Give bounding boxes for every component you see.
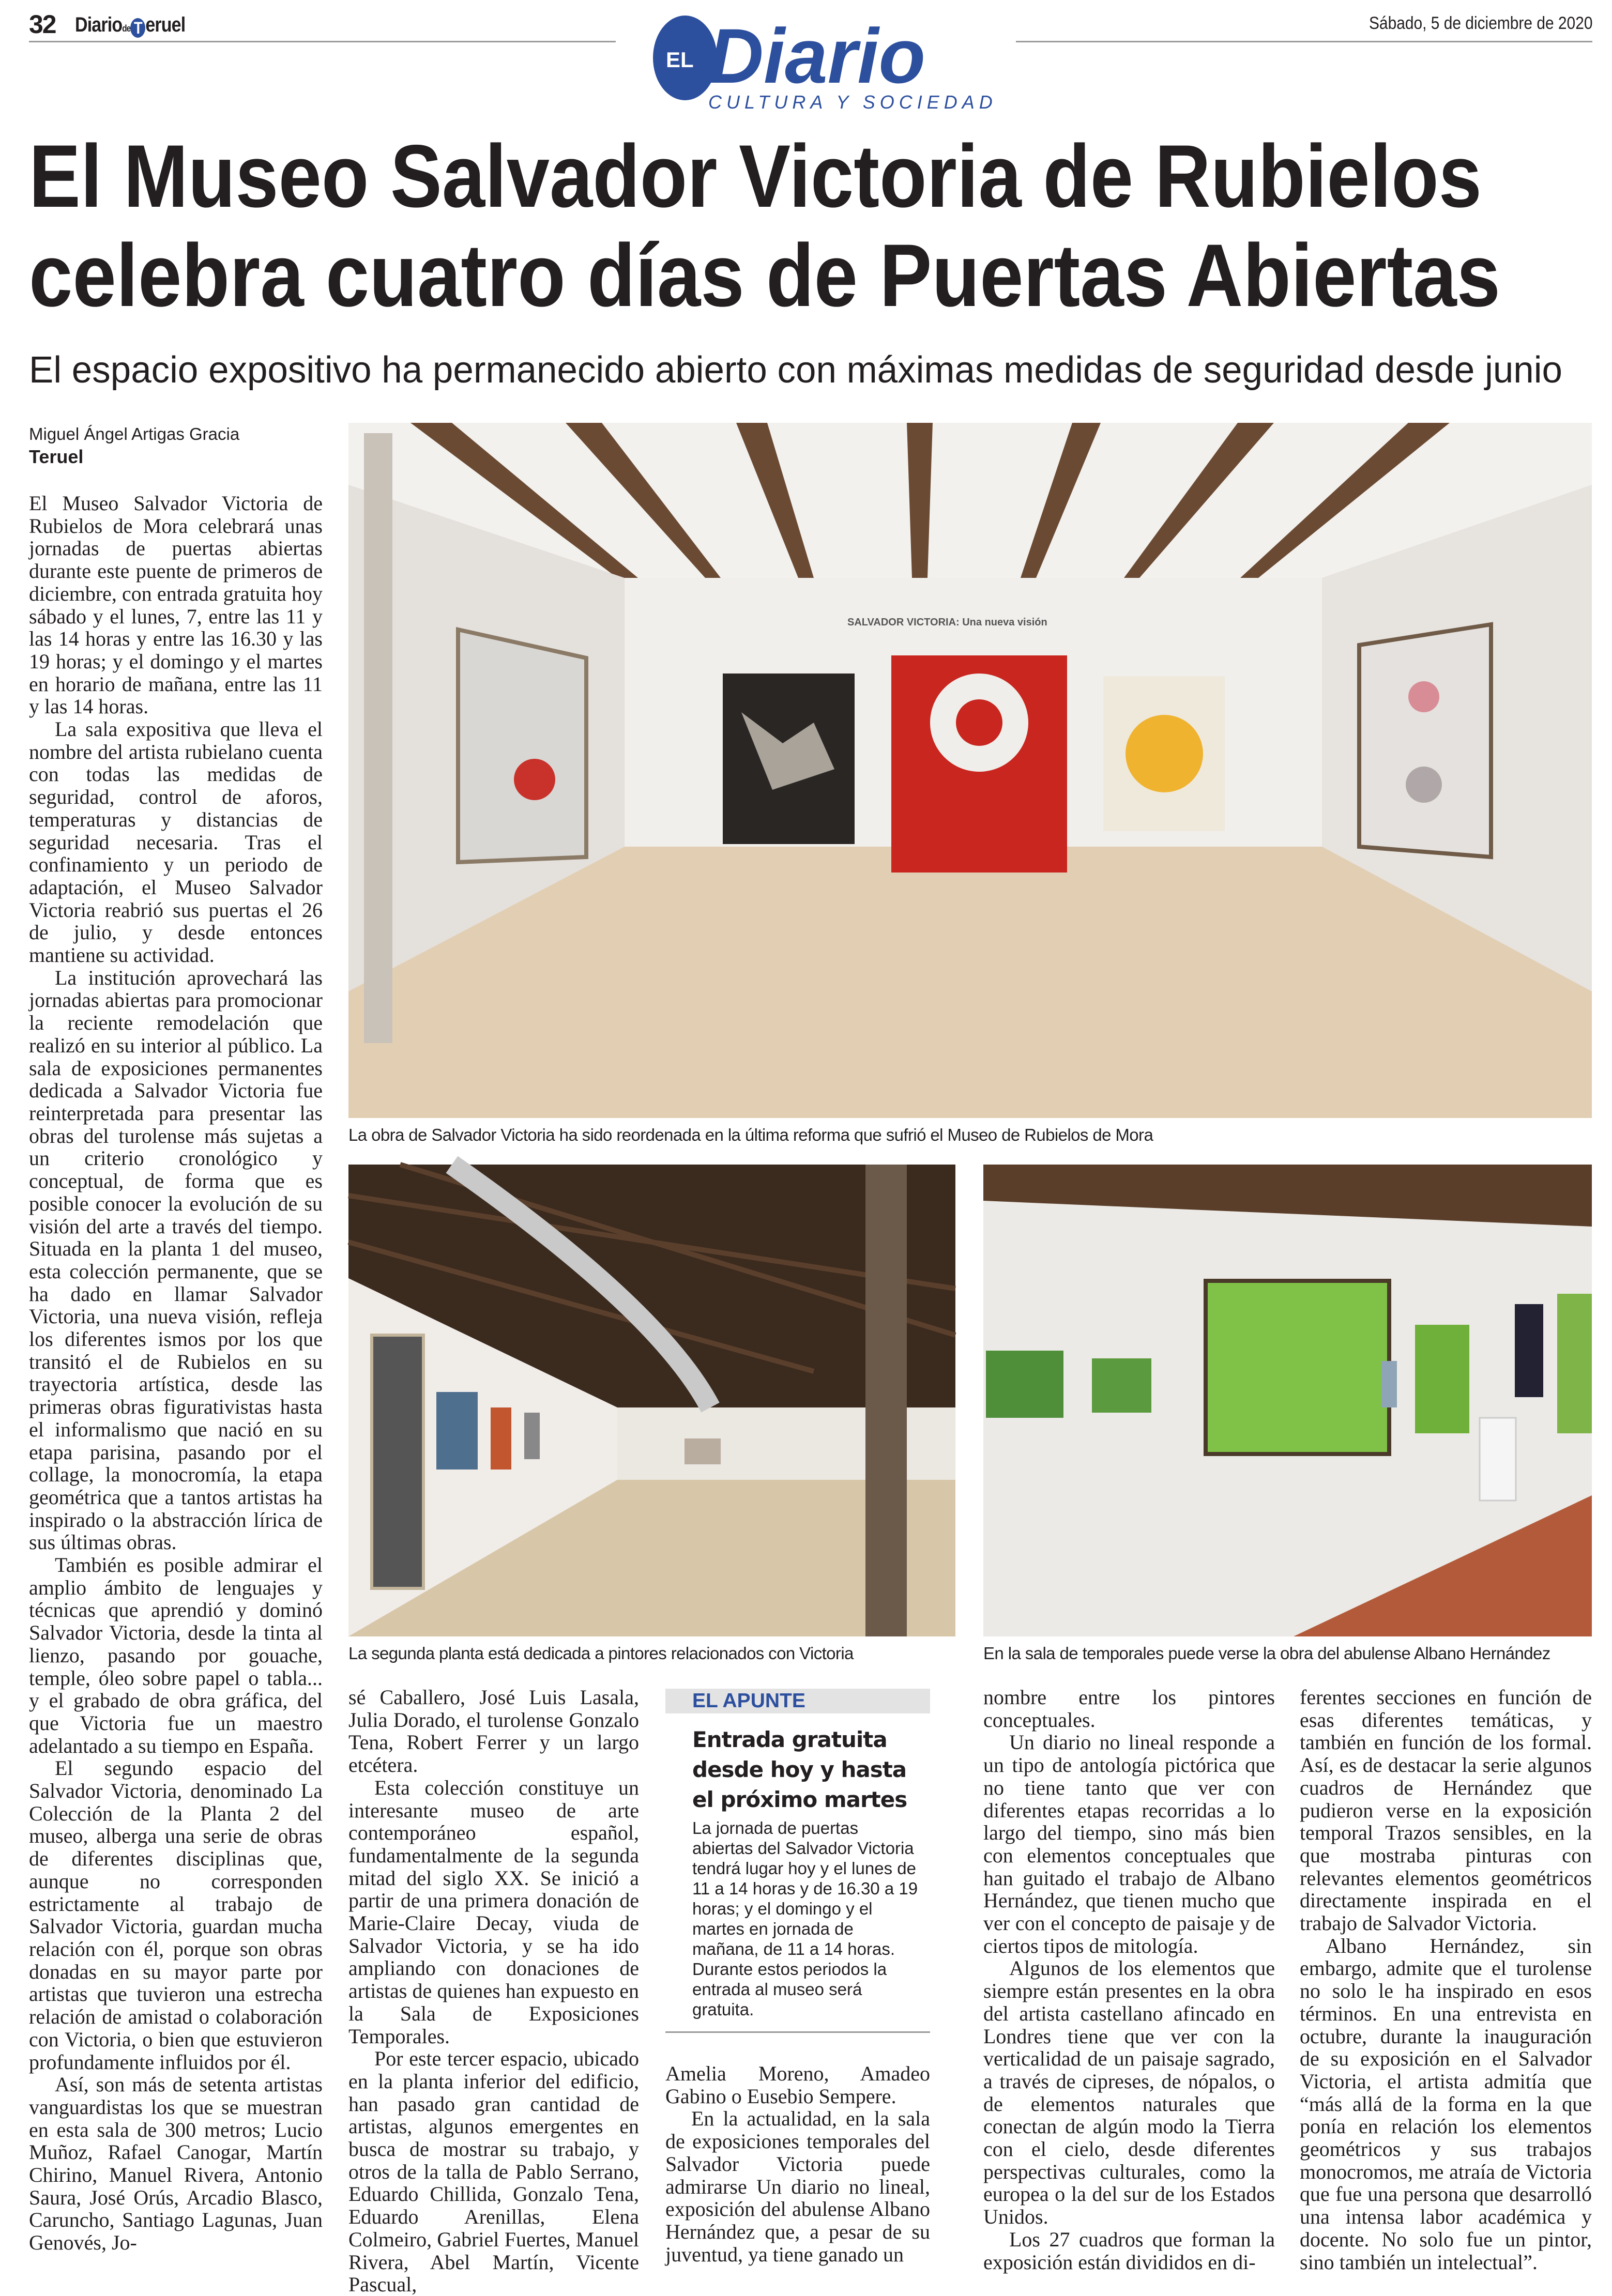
photo-third-caption: En la sala de temporales puede verse la obra del abulense Albano Hernández — [983, 1644, 1550, 1663]
photo-main-gallery — [348, 423, 1592, 1118]
headline — [26, 124, 1598, 331]
sidebar-box-heading: Entrada gratuita desde hoy y hasta el próximo martes — [692, 1727, 907, 1812]
sidebar-box — [665, 1689, 930, 2033]
subtitle — [26, 341, 1598, 398]
paragraph: En la actualidad, en la sala de exposiciones temporales del Salvador Victoria puede admirarse Un diario no lineal, exposición del abulense Albano Hernández que, a pesar de su juventud, ya tiene ganado un — [665, 2107, 930, 2266]
paragraph: El segundo espacio del Salvador Victoria, denominado La Colección de la Planta 2 del museo, alberga una serie de obras de diferentes disciplinas que, aunque no corresponden estrictamente al trabajo de Salvador Victoria, guardan mucha relación con él, porque son obras donadas en su mayor parte por artistas que tuvieron una estrecha relación de amistad o colaboración con Victoria, o bien que estuvieron profundamente influidos por él. — [29, 1756, 323, 2074]
header-rule-right — [1016, 41, 1592, 42]
author: Miguel Ángel Artigas Gracia — [29, 424, 240, 443]
photo-main-caption: La obra de Salvador Victoria ha sido reordenada en la última reforma que sufrió el Museo de Rubielos de Mora — [348, 1125, 1153, 1144]
svg-text:Diario: Diario — [708, 12, 925, 99]
article-column-2 — [348, 1686, 639, 2296]
svg-text:CULTURA Y SOCIEDAD: CULTURA Y SOCIEDAD — [708, 91, 997, 113]
article-column-5 — [1300, 1686, 1592, 2275]
paragraph: Por este tercer espacio, ubicado en la planta inferior del edificio, han pasado gran cantidad de artistas, algunos emergentes en busca de mostrar su trabajo, y otros de la talla de Pablo Serrano, Eduardo Chillida, Gonzalo Tena, Eduardo Arenillas, Elena Colmeiro, Gabriel Fuertes, Manuel Rivera, Abel Martín, Vicente Pascual, — [348, 2047, 639, 2296]
paragraph: Así, son más de setenta artistas vanguardistas los que se muestran en esta sala de 300 metros; Lucio Muñoz, Rafael Canogar, Martín Chirino, Manuel Rivera, Antonio Saura, José Orús, Arcadio Blasco, Caruncho, Santiago Lagunas, Juan Genovés, Jo- — [29, 2073, 323, 2255]
paragraph: sé Caballero, José Luis Lasala, Julia Dorado, el turolense Gonzalo Tena, Robert Ferrer y un largo etcétera. — [348, 1686, 639, 1777]
svg-text:El Museo Salvador Victoria de: El Museo Salvador Victoria de Rubielos — [29, 127, 1482, 226]
paragraph: El Museo Salvador Victoria de Rubielos de Mora celebrará unas jornadas de puertas abiertas durante este puente de primeros de diciembre, con entrada gratuita hoy sábado y el lunes, 7, entre las 11 y las 14 horas y entre las 16.30 y las 19 horas; y el domingo y el martes en horario de mañana, entre las 11 y las 14 horas. — [29, 492, 323, 718]
photo-second-floor — [348, 1165, 955, 1636]
photo-second-caption: La segunda planta está dedicada a pintores relacionados con Victoria — [348, 1644, 854, 1663]
svg-text:celebra cuatro días de Puertas: celebra cuatro días de Puertas Abiertas — [29, 226, 1500, 325]
header-rule-left — [29, 41, 616, 42]
sidebar-box-text: La jornada de puertas abiertas del Salvador Victoria tendrá lugar hoy y el lunes de 11 a 14 horas y de 16.30 a 19 horas; y el domingo y el martes en jornada de mañana, de 11 a 14 horas. Durante estos periodos la entrada al museo será gratuita. — [692, 1818, 918, 2019]
paragraph: Amelia Moreno, Amadeo Gabino o Eusebio Sempere. — [665, 2062, 930, 2108]
paragraph: La institución aprovechará las jornadas abiertas para promocionar la reciente remodelación que realizó en su interior al público. La sala de exposiciones permanentes dedicada a Salvador Victoria fue reinterpretada para presentar las obras del turolense más sujetas a un criterio cronológico y conceptual, de forma que es posible conocer la evolución de su visión del arte a través del tiempo. Situada en la planta 1 del museo, esta colección permanente, que se ha dado en llamar Salvador Victoria, una nueva visión, refleja los diferentes ismos por los que transitó el de Rubielos en su trayectoria artística, desde las primeras obras figurativistas hasta el informalismo que nació en su etapa parisina, pasando por el collage, la monocromía, la etapa geométrica que a tantos artistas ha inspirado o la abstracción lírica de sus últimas obras. — [29, 966, 323, 1554]
svg-text:EL: EL — [666, 48, 694, 72]
paragraph: Los 27 cuadros que forman la exposición están divididos en di- — [983, 2227, 1275, 2274]
article-column-4 — [983, 1686, 1275, 2275]
article-column-1 — [29, 492, 323, 2275]
photo-temporary-hall — [983, 1165, 1592, 1636]
paragraph: Un diario no lineal responde a un tipo de antología pictórica que no tiene tanto que ver con diferentes etapas recorridas a lo largo del tiempo, sino más bien con elementos conceptuales que han guitado el trabajo de Albano Hernández, que tienen mucho que ver con el concepto de paisaje y de ciertos tipos de mitología. — [983, 1731, 1275, 1957]
paragraph: ferentes secciones en función de esas diferentes temáticas, y también en función de los formal. Así, es de destacar la serie algunos cuadros de Hernández que pudieron verse en la exposición temporal Trazos sensibles, en la que mostraba pinturas con relevantes elementos geométricos directamente inspirada en el trabajo de Salvador Victoria. — [1300, 1686, 1592, 1935]
byline — [29, 423, 239, 469]
paragraph: La sala expositiva que lleva el nombre del artista rubielano cuenta con todas las medidas de seguridad, control de aforos, temperaturas y distancias de seguridad necesaria. Tras el confinamiento y un periodo de adaptación, el Museo Salvador Victoria reabrió sus puertas el 26 de julio, y desde entonces mantiene su actividad. — [29, 717, 323, 967]
newspaper-name: Diariode T eruel — [75, 13, 186, 37]
section-logo — [636, 5, 998, 114]
svg-text:SALVADOR VICTORIA: Una nueva v: SALVADOR VICTORIA: Una nueva visión — [847, 617, 1047, 628]
paragraph: nombre entre los pintores conceptuales. — [983, 1686, 1275, 1732]
svg-text:El espacio expositivo ha perma: El espacio expositivo ha permanecido abierto con máximas medidas de seguridad desde junio — [29, 349, 1562, 391]
paragraph: Algunos de los elementos que siempre están presentes en la obra del artista castellano afincado en Londres tiene que ver con la verticalidad de un paisaje sagrado, a través de cipreses, de nópalos, o de elementos naturales que conectan de algún modo la Tierra con el cielo, desde diferentes perspectivas culturales, como la europea o la del sur de los Estados Unidos. — [983, 1956, 1275, 2229]
paragraph: También es posible admirar el amplio ámbito de lenguajes y técnicas que aprendió y dominó Salvador Victoria, desde la tinta al lienzo, pasando por gouache, temple, óleo sobre papel o tabla... y el grabado de obra gráfica, del que Victoria fue un maestro adelantado a su tiempo en España. — [29, 1553, 323, 1757]
page-number: 32 — [29, 10, 56, 39]
paragraph: Esta colección constituye un interesante museo de arte contemporáneo español, fundamentalmente de la segunda mitad del siglo XX. Se inició a partir de una primera donación de Marie-Claire Decay, viuda de Salvador Victoria, y se ha ido ampliando con donaciones de artistas de quienes han expuesto en la Sala de Exposiciones Temporales. — [348, 1775, 639, 2048]
issue-date: Sábado, 5 de diciembre de 2020 — [1368, 13, 1592, 33]
sidebar-box-label: EL APUNTE — [665, 1689, 930, 1713]
article-column-3 — [665, 2062, 930, 2275]
location: Teruel — [29, 446, 84, 467]
paragraph: Albano Hernández, sin embargo, admite que el turolense no solo le ha inspirado en esos términos. En una entrevista en octubre, durante la inauguración de su exposición en el Salvador Victoria, el artista admitía que “más allá de la forma en la que ponía en relación los elementos geométricos y sus trabajos monocromos, me atraía de Victoria que fue una persona que desarrolló una intensa labor académica y docente. No solo fue un pintor, sino también un intelectual”. — [1300, 1934, 1592, 2274]
